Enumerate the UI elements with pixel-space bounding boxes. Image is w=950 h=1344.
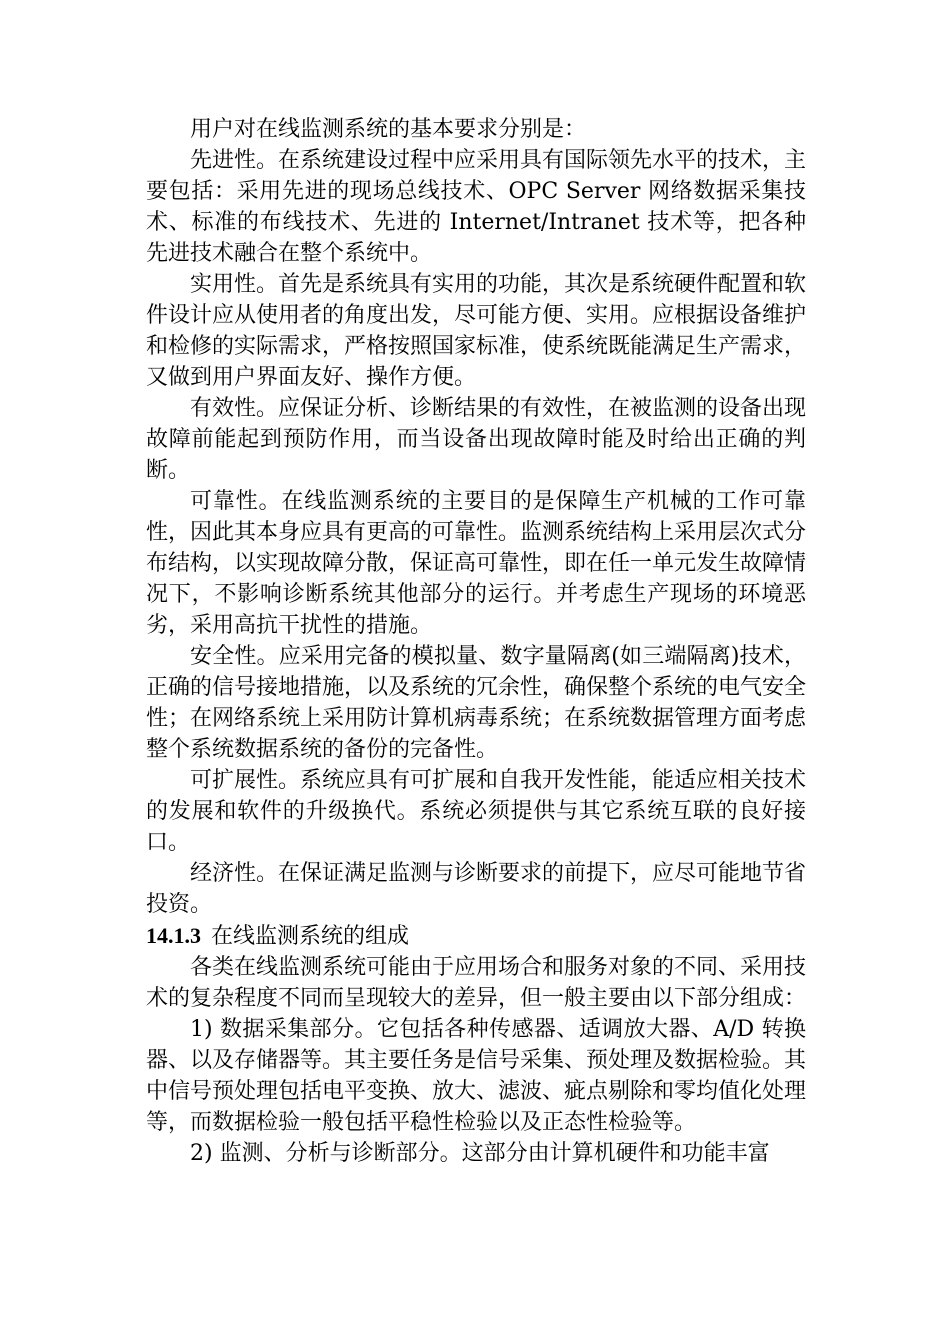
paragraph-practical: 实用性。首先是系统具有实用的功能，其次是系统硬件配置和软件设计应从使用者的角度出发，尽可能方便、实用。应根据设备维护和检修的实际需求，严格按照国家标准，使系统既能满足生产需求，又做到用户界面友好、操作方便。 bbox=[146, 272, 807, 390]
paragraph-data-acquisition: 1) 数据采集部分。它包括各种传感器、适调放大器、A/D 转换器、以及存储器等。其主要任务是信号采集、预处理及数据检验。其中信号预处理包括电平变换、放大、滤波、疵点剔除和零均值化处理等，而数据检验一般包括平稳性检验以及正态性检验等。 bbox=[146, 1017, 807, 1135]
paragraph-composition: 各类在线监测系统可能由于应用场合和服务对象的不同、采用技术的复杂程度不同而呈现较大的差异，但一般主要由以下部分组成： bbox=[146, 955, 807, 1011]
paragraph-economic: 经济性。在保证满足监测与诊断要求的前提下，应尽可能地节省投资。 bbox=[146, 861, 807, 917]
section-number: 14.1.3 bbox=[146, 923, 201, 948]
paragraph-extensible: 可扩展性。系统应具有可扩展和自我开发性能，能适应相关技术的发展和软件的升级换代。系统必须提供与其它系统互联的良好接口。 bbox=[146, 768, 807, 855]
paragraph-advanced: 先进性。在系统建设过程中应采用具有国际领先水平的技术，主要包括：采用先进的现场总线技术、OPC Server 网络数据采集技术、标准的布线技术、先进的 Internet/Intranet 技术等，把各种先进技术融合在整个系统中。 bbox=[146, 148, 807, 266]
document-page bbox=[146, 114, 806, 1169]
paragraph-monitoring: 2) 监测、分析与诊断部分。这部分由计算机硬件和功能丰富 bbox=[190, 1141, 770, 1166]
section-heading bbox=[146, 920, 806, 952]
paragraph-safe: 安全性。应采用完备的模拟量、数字量隔离(如三端隔离)技术，正确的信号接地措施，以及系统的冗余性，确保整个系统的电气安全性；在网络系统上采用防计算机病毒系统；在系统数据管理方面考虑整个系统数据系统的备份的完备性。 bbox=[146, 644, 807, 762]
section-title: 在线监测系统的组成 bbox=[211, 924, 410, 949]
paragraph-intro: 用户对在线监测系统的基本要求分别是： bbox=[190, 117, 587, 142]
paragraph-reliable: 可靠性。在线监测系统的主要目的是保障生产机械的工作可靠性，因此其本身应具有更高的可靠性。监测系统结构上采用层次式分布结构，以实现故障分散，保证高可靠性，即在任一单元发生故障情况下，不影响诊断系统其他部分的运行。并考虑生产现场的环境恶劣，采用高抗干扰性的措施。 bbox=[146, 489, 807, 638]
paragraph-effective: 有效性。应保证分析、诊断结果的有效性，在被监测的设备出现故障前能起到预防作用，而当设备出现故障时能及时给出正确的判断。 bbox=[146, 396, 807, 483]
